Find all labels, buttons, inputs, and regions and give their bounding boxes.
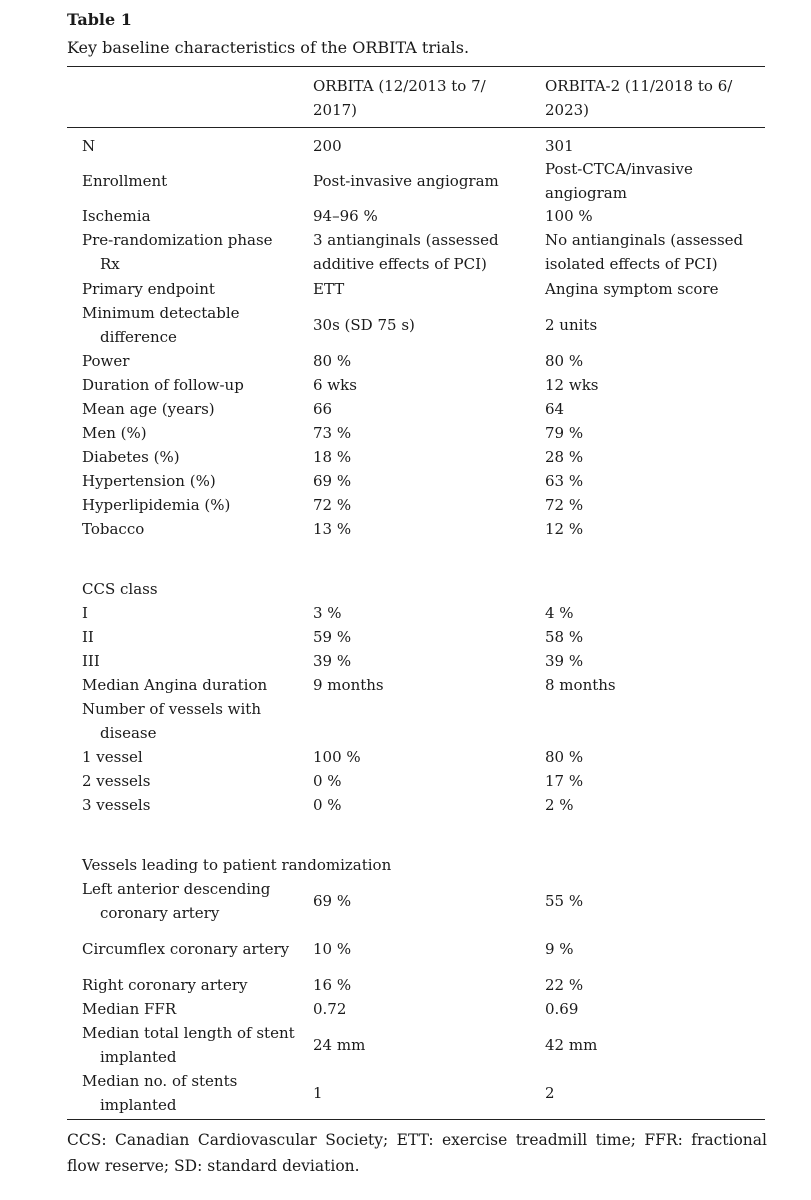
- cell-orbita: [313, 493, 535, 517]
- cell-orbita-2-text: 100 %: [545, 207, 593, 225]
- cell-orbita-2: [545, 373, 767, 397]
- cell-orbita-2-text: 58 %: [545, 628, 584, 646]
- cell-orbita-text: 18 %: [313, 448, 352, 466]
- row-label-text: Mean age (years): [82, 400, 215, 418]
- cell-orbita-2-text: 9 %: [545, 940, 574, 958]
- table-row: [0, 673, 811, 697]
- row-label: [82, 277, 297, 301]
- row-label-text: Ischemia: [82, 207, 151, 225]
- table-row: [0, 769, 811, 793]
- cell-orbita: [313, 301, 535, 349]
- cell-orbita-2-text: 8 months: [545, 676, 616, 694]
- cell-orbita-text: 80 %: [313, 352, 352, 370]
- cell-orbita-text: 9 months: [313, 676, 384, 694]
- table-row: [0, 745, 811, 769]
- cell-orbita-text: 10 %: [313, 940, 352, 958]
- row-label-text: Left anterior descending coronary artery: [82, 880, 271, 922]
- row-label-text: Median FFR: [82, 1000, 177, 1018]
- cell-orbita-2-text: Post-CTCA/invasive angiogram: [545, 160, 693, 202]
- cell-orbita-text: 59 %: [313, 628, 352, 646]
- cell-orbita-2: [545, 134, 767, 158]
- row-label-text: Hyperlipidemia (%): [82, 496, 231, 514]
- row-label: [82, 493, 297, 517]
- cell-orbita-text: 24 mm: [313, 1036, 366, 1054]
- row-label: [82, 745, 297, 769]
- row-label-text: Hypertension (%): [82, 472, 216, 490]
- row-label-text: Enrollment: [82, 172, 168, 190]
- row-label-text: Men (%): [82, 424, 147, 442]
- bottom-rule: [67, 1119, 765, 1120]
- cell-orbita-2: [545, 204, 767, 228]
- table-row: [0, 493, 811, 517]
- row-label-text: Tobacco: [82, 520, 145, 538]
- cell-orbita-text: 13 %: [313, 520, 352, 538]
- row-label-text: II: [82, 628, 94, 646]
- table-row: [0, 997, 811, 1021]
- section-heading-vessels: Vessels leading to patient randomization: [82, 856, 392, 874]
- cell-orbita-2: [545, 421, 767, 445]
- cell-orbita-text: 69 %: [313, 472, 352, 490]
- cell-orbita-2: [545, 877, 767, 925]
- table-row: [0, 877, 811, 925]
- row-label: [82, 1069, 297, 1117]
- cell-orbita-2: [545, 1021, 767, 1069]
- cell-orbita-2-text: 80 %: [545, 748, 584, 766]
- cell-orbita-2: [545, 745, 767, 769]
- cell-orbita: [313, 349, 535, 373]
- row-label: [82, 158, 297, 204]
- cell-orbita: [313, 925, 535, 973]
- table-row: [0, 649, 811, 673]
- table-row: [0, 134, 811, 158]
- table-caption: Key baseline characteristics of the ORBITA trials.: [67, 38, 470, 57]
- row-label-text: 2 vessels: [82, 772, 151, 790]
- row-label-text: Right coronary artery: [82, 976, 248, 994]
- cell-orbita-text: 0 %: [313, 772, 342, 790]
- cell-orbita-2-text: 64: [545, 400, 565, 418]
- row-label-text: Median no. of stents implanted: [82, 1072, 238, 1114]
- row-label: [82, 769, 297, 793]
- cell-orbita: [313, 745, 535, 769]
- row-label: [82, 445, 297, 469]
- table-row: [0, 204, 811, 228]
- row-label: [82, 469, 297, 493]
- cell-orbita-2: [545, 349, 767, 373]
- row-label: [82, 301, 297, 349]
- cell-orbita: [313, 204, 535, 228]
- cell-orbita: [313, 277, 535, 301]
- table-row: [0, 301, 811, 349]
- cell-orbita: [313, 1069, 535, 1117]
- row-label: [82, 625, 297, 649]
- cell-orbita-text: 100 %: [313, 748, 361, 766]
- row-label-text: N: [82, 137, 96, 155]
- cell-orbita: [313, 469, 535, 493]
- cell-orbita-text: 1: [313, 1084, 323, 1102]
- table-row: [0, 469, 811, 493]
- cell-orbita: [313, 228, 535, 276]
- cell-orbita-2: [545, 973, 767, 997]
- cell-orbita-2: [545, 769, 767, 793]
- cell-orbita-2: [545, 1069, 767, 1117]
- row-label: [82, 877, 297, 925]
- cell-orbita-text: 30s (SD 75 s): [313, 316, 415, 334]
- cell-orbita-2: [545, 301, 767, 349]
- cell-orbita-text: 16 %: [313, 976, 352, 994]
- cell-orbita: [313, 373, 535, 397]
- cell-orbita-2: [545, 493, 767, 517]
- row-label: [82, 697, 297, 745]
- row-label: [82, 349, 297, 373]
- cell-orbita-text: 66: [313, 400, 333, 418]
- cell-orbita-text: 72 %: [313, 496, 352, 514]
- row-label: [82, 601, 297, 625]
- row-label: [82, 649, 297, 673]
- row-label-text: Minimum detectable difference: [82, 304, 240, 346]
- cell-orbita-2-text: 63 %: [545, 472, 584, 490]
- cell-orbita-2-text: 55 %: [545, 892, 584, 910]
- row-label: [82, 973, 297, 997]
- row-label-text: 1 vessel: [82, 748, 143, 766]
- cell-orbita-2-text: 2 %: [545, 796, 574, 814]
- cell-orbita-2: [545, 697, 767, 745]
- table-row: [0, 373, 811, 397]
- cell-orbita: [313, 134, 535, 158]
- cell-orbita-2: [545, 793, 767, 817]
- row-label-text: Primary endpoint: [82, 280, 215, 298]
- cell-orbita-2-text: 22 %: [545, 976, 584, 994]
- row-label: [82, 421, 297, 445]
- cell-orbita-2-text: 42 mm: [545, 1036, 598, 1054]
- row-label-text: III: [82, 652, 100, 670]
- cell-orbita-2-text: 2: [545, 1084, 555, 1102]
- row-label: [82, 925, 297, 973]
- row-label: [82, 397, 297, 421]
- cell-orbita-text: 94–96 %: [313, 207, 378, 225]
- cell-orbita: [313, 769, 535, 793]
- table-row: [0, 397, 811, 421]
- row-label: [82, 204, 297, 228]
- cell-orbita: [313, 601, 535, 625]
- cell-orbita-text: 73 %: [313, 424, 352, 442]
- cell-orbita-2-text: 39 %: [545, 652, 584, 670]
- row-label: [82, 517, 297, 541]
- row-label: [82, 673, 297, 697]
- cell-orbita-2: [545, 397, 767, 421]
- cell-orbita-2-text: 72 %: [545, 496, 584, 514]
- cell-orbita-2-text: 12 wks: [545, 376, 599, 394]
- row-label: [82, 228, 297, 276]
- table-row: [0, 445, 811, 469]
- cell-orbita-2-text: 80 %: [545, 352, 584, 370]
- cell-orbita-2: [545, 277, 767, 301]
- cell-orbita-text: 6 wks: [313, 376, 357, 394]
- cell-orbita-2: [545, 228, 767, 276]
- cell-orbita-text: 200: [313, 137, 342, 155]
- cell-orbita-2-text: 12 %: [545, 520, 584, 538]
- row-label: [82, 1021, 297, 1069]
- table-row: [0, 793, 811, 817]
- cell-orbita: [313, 673, 535, 697]
- row-label: [82, 134, 297, 158]
- cell-orbita: [313, 445, 535, 469]
- cell-orbita: [313, 649, 535, 673]
- cell-orbita: [313, 158, 535, 204]
- cell-orbita-2-text: 301: [545, 137, 574, 155]
- row-label: [82, 793, 297, 817]
- cell-orbita-2-text: 2 units: [545, 316, 598, 334]
- cell-orbita-2: [545, 649, 767, 673]
- cell-orbita: [313, 421, 535, 445]
- table-row: [0, 697, 811, 745]
- cell-orbita-2: [545, 517, 767, 541]
- row-label-text: Pre-randomization phase Rx: [82, 231, 273, 273]
- row-label: [82, 373, 297, 397]
- cell-orbita: [313, 517, 535, 541]
- row-label: [82, 997, 297, 1021]
- table-row: [0, 1021, 811, 1069]
- cell-orbita-2: [545, 625, 767, 649]
- cell-orbita-2-text: No antianginals (assessed isolated effects of PCI): [545, 231, 744, 273]
- cell-orbita-text: 3 %: [313, 604, 342, 622]
- header-rule: [67, 127, 765, 128]
- cell-orbita-text: 39 %: [313, 652, 352, 670]
- cell-orbita: [313, 973, 535, 997]
- table-row: [0, 1069, 811, 1117]
- table-row: [0, 277, 811, 301]
- cell-orbita: [313, 625, 535, 649]
- table-footnote: CCS: Canadian Cardiovascular Society; ETT: exercise treadmill time; FFR: fractional flow reserve; SD: standard deviation.: [67, 1131, 767, 1175]
- cell-orbita-text: ETT: [313, 280, 345, 298]
- cell-orbita-text: 3 antianginals (assessed additive effects of PCI): [313, 231, 499, 273]
- row-label-text: Number of vessels with disease: [82, 700, 261, 742]
- cell-orbita-text: 69 %: [313, 892, 352, 910]
- cell-orbita-2: [545, 673, 767, 697]
- cell-orbita: [313, 397, 535, 421]
- table-row: [0, 601, 811, 625]
- cell-orbita-2: [545, 601, 767, 625]
- cell-orbita-2-text: 28 %: [545, 448, 584, 466]
- cell-orbita: [313, 793, 535, 817]
- cell-orbita-2: [545, 925, 767, 973]
- section-heading-ccs: CCS class: [82, 580, 158, 598]
- cell-orbita-2-text: 17 %: [545, 772, 584, 790]
- table-row: [0, 925, 811, 973]
- table-row: [0, 349, 811, 373]
- cell-orbita: [313, 997, 535, 1021]
- table-row: [0, 517, 811, 541]
- row-label-text: Median Angina duration: [82, 676, 268, 694]
- table-title: Table 1: [67, 10, 132, 29]
- cell-orbita-2: [545, 469, 767, 493]
- row-label-text: Diabetes (%): [82, 448, 180, 466]
- row-label-text: Circumflex coronary artery: [82, 940, 290, 958]
- cell-orbita-text: 0 %: [313, 796, 342, 814]
- cell-orbita-2: [545, 445, 767, 469]
- table-row: [0, 421, 811, 445]
- cell-orbita-2: [545, 997, 767, 1021]
- cell-orbita-2-text: Angina symptom score: [545, 280, 719, 298]
- cell-orbita-2-text: 79 %: [545, 424, 584, 442]
- row-label-text: I: [82, 604, 88, 622]
- row-label-text: Median total length of stent implanted: [82, 1024, 295, 1066]
- top-rule: [67, 66, 765, 67]
- row-label-text: Duration of follow-up: [82, 376, 244, 394]
- column-header-orbita: ORBITA (12/2013 to 7/ 2017): [313, 77, 486, 119]
- row-label-text: Power: [82, 352, 130, 370]
- cell-orbita-2-text: 0.69: [545, 1000, 579, 1018]
- table-row: [0, 973, 811, 997]
- cell-orbita-text: 0.72: [313, 1000, 347, 1018]
- column-header-orbita-2: ORBITA-2 (11/2018 to 6/ 2023): [545, 77, 733, 119]
- row-label-text: 3 vessels: [82, 796, 151, 814]
- table-row: [0, 158, 811, 204]
- table-row: [0, 625, 811, 649]
- cell-orbita: [313, 1021, 535, 1069]
- cell-orbita-2: [545, 158, 767, 204]
- cell-orbita: [313, 697, 535, 745]
- cell-orbita-text: Post-invasive angiogram: [313, 172, 499, 190]
- cell-orbita-2-text: 4 %: [545, 604, 574, 622]
- cell-orbita: [313, 877, 535, 925]
- table-row: [0, 228, 811, 276]
